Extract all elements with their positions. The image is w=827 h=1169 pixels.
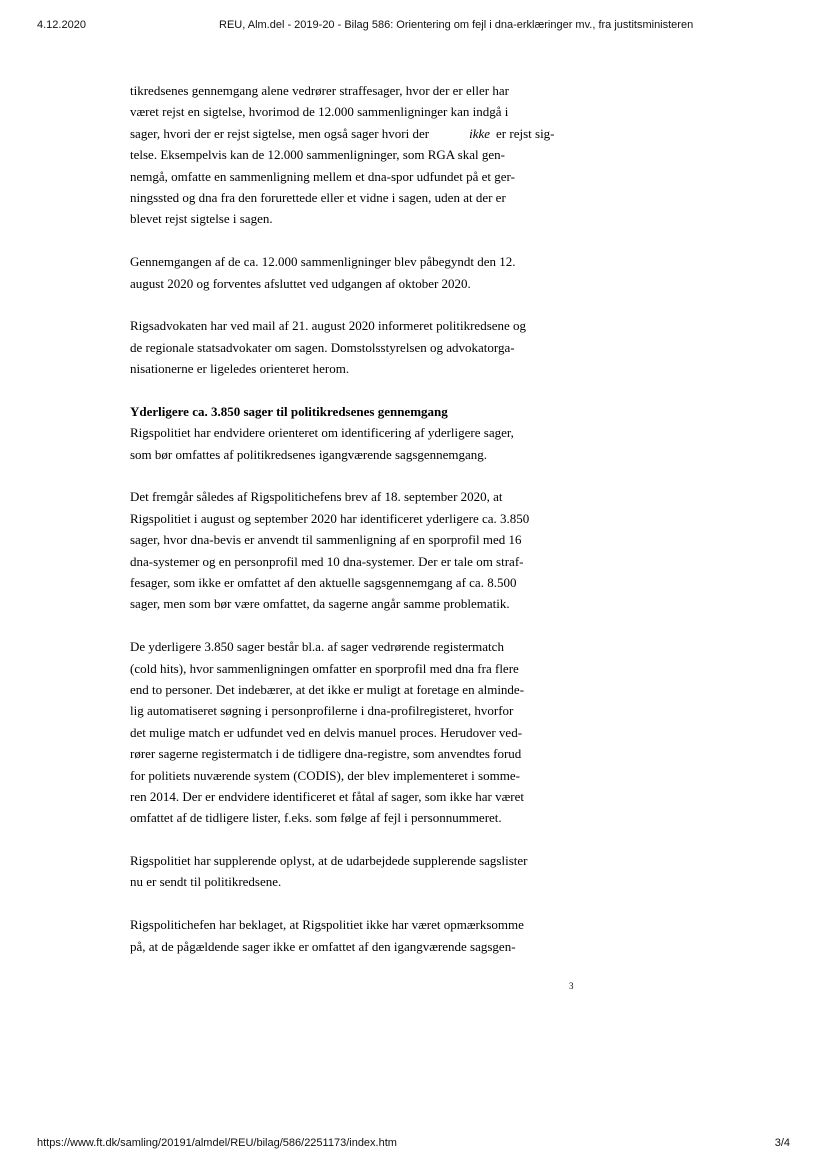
paragraph-line: sager, hvor dna-bevis er anvendt til sammenligning af en sporprofil med 16: [130, 532, 522, 548]
paragraph-line: Rigspolitichefen har beklaget, at Rigspolitiet ikke har været opmærksomme: [130, 917, 524, 933]
paragraph-line: lig automatiseret søgning i personprofilerne i dna-profilregisteret, hvorfor: [130, 703, 514, 719]
header-title: REU, Alm.del - 2019-20 - Bilag 586: Orientering om fejl i dna-erklæringer mv., fra justitsministeren: [219, 19, 694, 31]
paragraph-line: på, at de pågældende sager ikke er omfattet af den igangværende sagsgen-: [130, 938, 516, 954]
line-text: er rejst sig-: [496, 125, 555, 141]
paragraph-line: fesager, som ikke er omfattet af den aktuelle sagsgennemgang af ca. 8.500: [130, 574, 517, 590]
paragraph-3: [130, 315, 590, 379]
paragraph-7: [130, 850, 590, 893]
section-yderligere-sager: [130, 401, 590, 465]
paragraph-line: De yderligere 3.850 sager består bl.a. af sager vedrørende registermatch: [130, 639, 504, 655]
document-page-number: 3: [569, 981, 574, 991]
paragraph-line: blevet rejst sigtelse i sagen.: [130, 211, 273, 227]
paragraph-line: [130, 123, 590, 144]
emphasis-text: ikke: [469, 125, 491, 141]
paragraph-line: omfattet af de tidligere lister, f.eks. som følge af fejl i personnummeret.: [130, 810, 502, 826]
paragraph-1: [130, 80, 590, 230]
header-date: 4.12.2020: [37, 19, 86, 31]
paragraph-line: dna-systemer og en personprofil med 10 dna-systemer. Der er tale om straf-: [130, 553, 524, 569]
paragraph-2: [130, 251, 590, 294]
paragraph-line: rører sagerne registermatch i de tidligere dna-registre, som anvendtes forud: [130, 746, 522, 762]
footer-page-count: 3/4: [774, 1137, 790, 1149]
paragraph-5: [130, 486, 590, 614]
paragraph-line: tikredsenes gennemgang alene vedrører straffesager, hvor der er eller har: [130, 83, 509, 98]
paragraph-line: august 2020 og forventes afsluttet ved udgangen af oktober 2020.: [130, 275, 471, 291]
paragraph-line: end to personer. Det indebærer, at det ikke er muligt at foretage en alminde-: [130, 681, 525, 697]
paragraph-line: for politiets nuværende system (CODIS), der blev implementeret i somme-: [130, 767, 520, 783]
paragraph-line: nisationerne er ligeledes orienteret herom.: [130, 361, 350, 377]
paragraph-line: Rigsadvokaten har ved mail af 21. august 2020 informeret politikredsene og: [130, 318, 527, 334]
line-text: sager, hvori der er rejst sigtelse, men også sager hvori der: [130, 125, 430, 141]
paragraph-line: Rigspolitiet i august og september 2020 har identificeret yderligere ca. 3.850: [130, 510, 530, 526]
paragraph-line: som bør omfattes af politikredsenes igangværende sagsgennemgang.: [130, 446, 488, 462]
paragraph-line: nu er sendt til politikredsene.: [130, 874, 282, 890]
paragraph-line: Rigspolitiet har endvidere orienteret om identificering af yderligere sager,: [130, 425, 514, 441]
paragraph-line: det mulige match er udfundet ved en delvis manuel proces. Herudover ved-: [130, 724, 523, 740]
section-heading: Yderligere ca. 3.850 sager til politikredsenes gennemgang: [130, 403, 448, 419]
paragraph-line: nemgå, omfatte en sammenligning mellem et dna-spor udfundet på et ger-: [130, 168, 515, 184]
paragraph-line: telse. Eksempelvis kan de 12.000 sammenligninger, som RGA skal gen-: [130, 147, 505, 163]
document-body: [130, 80, 590, 957]
paragraph-line: sager, men som bør være omfattet, da sagerne angår samme problematik.: [130, 596, 510, 612]
paragraph-line: Gennemgangen af de ca. 12.000 sammenligninger blev påbegyndt den 12.: [130, 254, 516, 270]
paragraph-line: været rejst en sigtelse, hvorimod de 12.000 sammenligninger kan indgå i: [130, 104, 509, 120]
paragraph-line: ren 2014. Der er endvidere identificeret et fåtal af sager, som ikke har været: [130, 788, 524, 804]
paragraph-line: ningssted og dna fra den forurettede eller et vidne i sagen, uden at der er: [130, 189, 506, 205]
footer-url: https://www.ft.dk/samling/20191/almdel/REU/bilag/586/2251173/index.htm: [37, 1137, 397, 1149]
paragraph-line: (cold hits), hvor sammenligningen omfatter en sporprofil med dna fra flere: [130, 660, 519, 676]
paragraph-line: Det fremgår således af Rigspolitichefens brev af 18. september 2020, at: [130, 489, 503, 505]
paragraph-line: de regionale statsadvokater om sagen. Domstolsstyrelsen og advokatorga-: [130, 339, 515, 355]
paragraph-6: [130, 636, 590, 829]
paragraph-line: Rigspolitiet har supplerende oplyst, at de udarbejdede supplerende sagslister: [130, 853, 528, 869]
paragraph-8: [130, 914, 590, 957]
